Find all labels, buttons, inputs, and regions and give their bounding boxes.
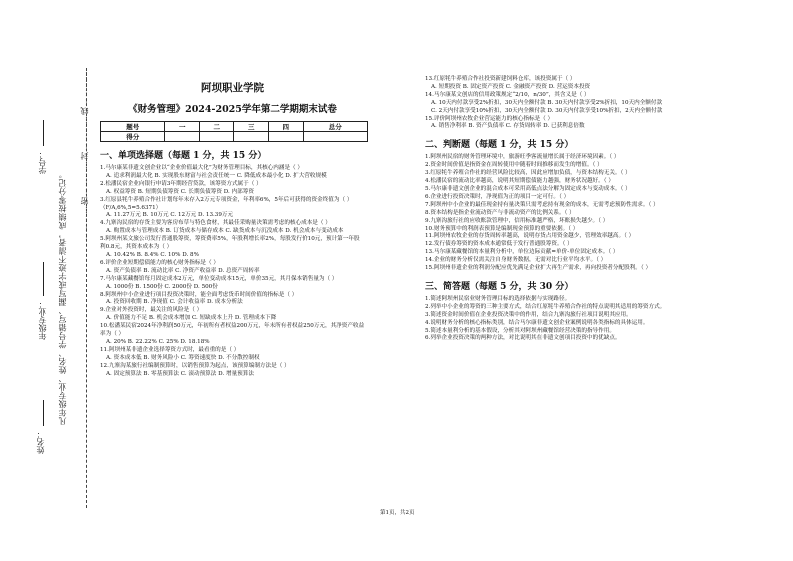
short-answer-item: 6.列举企业投资决策的两种方法，对比说明其在非遗文创项目投资中的优缺点。 — [425, 335, 621, 342]
question-item — [425, 76, 697, 92]
score-cell: 题号 — [101, 122, 165, 132]
question-options: A. 投资回收期 B. 净现值 C. 会计收益率 D. 成本分析法 — [106, 299, 243, 306]
question-item — [100, 197, 365, 221]
question-item — [100, 323, 365, 347]
question-item — [100, 181, 365, 197]
question-options: A. 权益筹资 B. 短期负债筹资 C. 长期负债筹资 D. 内部筹资 — [106, 188, 254, 195]
true-false-item: 11.阿坝州农牧企业的存货周转率越高，说明存货占用资金越少，管理效率越高。（ ） — [425, 233, 635, 240]
question-stem: 9.企业对外投资时，最关注的风险是（ ） — [100, 307, 203, 314]
true-false-item: 6.企业进行投资决策时，净现值为正的项目一定可行。（ ） — [425, 193, 570, 200]
true-false-item: 4.松潘民宿的流动比率越高，说明其短期偿债能力越强，财务状况越好。（ ） — [425, 178, 614, 185]
question-item — [100, 236, 365, 260]
true-false-item: 2.资金时间价值是指资金在周转使用中随着时间推移而发生的增值。（ ） — [425, 162, 603, 169]
true-false-item: 5.马尔康非遗文创企业的混合成本可采用高低点法分解为固定成本与变动成本。（ ） — [425, 185, 631, 192]
question-options: A. 资本成本低 B. 财务风险小 C. 筹资速度快 D. 不分散控制权 — [106, 354, 260, 361]
question-stem: 4.九寨沟民宿的存货主要为客房布草与特色食材，其最佳采购量决策需考虑的核心成本是（ ） — [100, 220, 331, 227]
left-column — [100, 80, 365, 378]
question-item — [100, 292, 365, 308]
score-table-header-row — [101, 122, 368, 132]
score-input-cell[interactable] — [268, 132, 303, 142]
question-options: A. 短期投资 B. 固定资产投资 C. 金融资产投资 D. 营运资本投资 — [431, 83, 591, 90]
short-answer-item: 4.说明财务分析的核心指标类别，结合马尔康非遗文创企业案例说明各类指标的具体运用。 — [425, 319, 649, 326]
name-label: 姓名： — [36, 430, 45, 454]
question-stem: 8.阿坝州中小企业进行项目投资决策时，能全面考虑货币时间价值的指标是（ ） — [100, 291, 298, 298]
true-false-item: 13.马尔康某藏餐馆的本量利分析中，单位边际贡献=单价-单位固定成本。（ ） — [425, 249, 619, 256]
question-item — [100, 276, 365, 292]
score-input-cell[interactable] — [165, 132, 200, 142]
true-false-item: 1.阿坝州民宿的财务管理环境中，旅游旺季客流量增长属于经济环境因素。（ ） — [425, 154, 620, 161]
question-stem: 14.马尔康某文创店的信用政策规定“2/10，n/30”，其含义是（ ） — [425, 91, 590, 98]
major-underline — [43, 262, 44, 296]
exam-title: 《财务管理》2024-2025学年第二学期期末试卷 — [128, 104, 337, 115]
question-stem: 15.评价阿坝州农牧企业营运能力的核心指标是（ ） — [425, 115, 554, 122]
question-options: A. 11.27万元 B. 10万元 C. 12万元 D. 13.39万元 — [106, 212, 234, 219]
student-id-label: 学号： — [38, 150, 47, 174]
score-input-cell[interactable] — [303, 132, 368, 142]
question-stem: 1.马尔康某非遗文创企业以“企业价值最大化”为财务管理目标，其核心内涵是（ ） — [100, 165, 304, 171]
section-title-true-false: 二、判断题（每题 1 分，共 15 分） — [425, 140, 574, 151]
seal-line-text: …………密…………封…………线………… — [80, 70, 89, 241]
question-options: A. 购置成本与管理成本 B. 订货成本与储存成本 C. 缺货成本与沉没成本 D. 机会成本与变动成本 — [106, 228, 344, 235]
question-item — [425, 116, 697, 132]
question-item — [100, 347, 365, 363]
true-false-item: 8.资本结构是指企业流动资产与非流动资产的比例关系。（ ） — [425, 209, 575, 216]
true-false-item: 10.财务预算中的利润表预算是编制现金预算的重要依据。（ ） — [425, 225, 579, 232]
score-input-cell[interactable] — [234, 132, 269, 142]
score-table-score-row — [101, 132, 368, 142]
question-options: A. 固定预算法 B. 零基预算法 C. 滚动预算法 D. 增量预算法 — [106, 370, 254, 377]
question-item — [425, 92, 697, 116]
score-cell: 一 — [165, 122, 200, 132]
true-false-item: 15.阿坝州非遗企业的利润分配应优先满足企业扩大再生产需求，再向投资者分配股利。（ ） — [425, 265, 652, 272]
question-stem: 5.阿坝州某文旅公司发行普通股筹资，筹资费率5%，年股利增长率2%，每股发行价10元，预计第一年股利0.8元，其资本成本为（ ） — [100, 236, 360, 251]
question-options: A. 10天内付款享受2%折扣，30天内全额付款 B. 30天内付款享受2%折扣，10天内全额付款 — [431, 99, 663, 106]
id-underline — [43, 120, 44, 146]
school-name: 阿坝职业学院 — [201, 82, 264, 94]
score-cell: 二 — [199, 122, 234, 132]
question-stem: 13.红原牦牛养殖合作社投资新建饲料仓库，该投资属于（ ） — [425, 76, 576, 82]
question-stem: 2.松潘民宿企业向银行申请3年期经营贷款，该筹资方式属于（ ） — [100, 180, 262, 187]
question-item — [100, 220, 365, 236]
true-false-item: 12.发行债券筹资的资本成本通常低于发行普通股筹资。（ ） — [425, 241, 573, 248]
section-title-short-answer: 三、简答题（每题 5 分，共 30 分） — [425, 281, 574, 292]
single-choice-list-continued — [425, 76, 697, 131]
short-answer-item: 3.简述资金时间价值在企业投资决策中的作用，结合九寨沟旅行社项目说明其应用。 — [425, 311, 632, 318]
question-options: A. 1000份 B. 1500份 C. 2000份 D. 500份 — [106, 283, 218, 290]
question-stem: 3.红原县牦牛养殖合作社计划每年末存入2万元专项资金，年利率6%，5年后可获得的资金终值为（ ）（F/A,6%,5=5.6371） — [100, 196, 353, 211]
score-cell: 四 — [268, 122, 303, 132]
question-options: A. 资产负债率 B. 流动比率 C. 净资产收益率 D. 总资产周转率 — [106, 267, 260, 274]
question-options: A. 销售净利率 B. 资产负债率 C. 存货周转率 D. 已获利息倍数 — [431, 123, 585, 130]
binding-margin — [0, 0, 92, 561]
question-item — [100, 260, 365, 276]
question-options: A. 10.42% B. 8.4% C. 10% D. 8% — [106, 251, 199, 258]
true-false-item: 7.阿坝州中小企业的最佳现金持有量决策只需考虑持有现金的成本，无需考虑预防性需求。（ ） — [425, 201, 659, 208]
score-input-cell[interactable] — [199, 132, 234, 142]
name-underline — [43, 400, 44, 426]
true-false-item: 9.九寨沟旅行社的应收账款管理中，信用标准越严格，坏账损失越少。（ ） — [425, 217, 609, 224]
section-title-single-choice: 一、单项选择题（每题 1 分，共 15 分） — [100, 151, 267, 161]
score-table — [100, 121, 368, 142]
short-answer-list — [425, 296, 697, 343]
short-answer-item: 5.简述本量利分析的基本假设，分析其对阿坝州藏餐馆经营决策的指导作用。 — [425, 327, 615, 334]
question-stem: 6.评价企业短期偿债能力的核心财务指标是（ ） — [100, 259, 219, 266]
seal-dashed-line — [86, 68, 87, 508]
question-options: A. 追求利润最大化 B. 实现股东财富与社会责任统一 C. 降低成本最小化 D. 扩大营收规模 — [106, 172, 327, 179]
score-row-label: 得分 — [101, 132, 165, 142]
true-false-item: 3.红原牦牛养殖合作社的经营风险比较高，因此应增加负债，与资本结构无关。（ ） — [425, 170, 631, 177]
question-item — [100, 363, 365, 379]
binding-note: 凡年级专业、姓名、学号错写、漏写或字迹不清者，成绩按零分记。 — [58, 170, 67, 425]
major-label: 年级专业： — [38, 300, 47, 340]
question-stem: 12.九寨沟某旅行社编制预算时，以销售预算为起点，该预算编制方法是（ ） — [100, 362, 290, 369]
page-footer: 第1页，共2页 — [380, 510, 415, 516]
question-options: A. 20% B. 22.22% C. 25% D. 18.18% — [106, 338, 210, 345]
question-stem: 7.马尔康某藏餐馆每月固定成本2万元，单位变动成本15元，单价35元，其月保本销售量为（ ） — [100, 275, 338, 282]
question-options: C. 2天内付款享受10%折扣，30天内全额付款 D. 30天内付款享受10%折扣，2天内全额付款 — [431, 107, 663, 114]
short-answer-item: 1.简述阿坝州民宿业财务管理目标的选择依据与实现路径。 — [425, 295, 571, 302]
question-stem: 11.阿坝州某非遗企业选择筹资方式时，最看重的是（ ） — [100, 346, 240, 353]
score-cell: 总分 — [303, 122, 368, 132]
true-false-list — [425, 154, 697, 273]
single-choice-list — [100, 165, 365, 378]
question-item — [100, 307, 365, 323]
score-cell: 三 — [234, 122, 269, 132]
question-stem: 10.松潘某民宿2024年净利润50万元，年初所有者权益200万元，年末所有者权益250万元，其净资产收益率为（ ） — [100, 323, 365, 338]
short-answer-item: 2.列举中小企业的筹资的三种主要方式，结合红原牦牛养殖合作社的特点说明其适用的筹资方式。 — [425, 303, 666, 310]
right-column — [425, 76, 697, 343]
true-false-item: 14.企业的财务分析仅需关注自身财务数据，无需对比行业平均水平。（ ） — [425, 257, 607, 264]
question-item — [100, 165, 365, 181]
question-options: A. 价值能力不足 B. 机会成本增加 C. 短缺成本上升 D. 管理成本下降 — [106, 315, 277, 322]
